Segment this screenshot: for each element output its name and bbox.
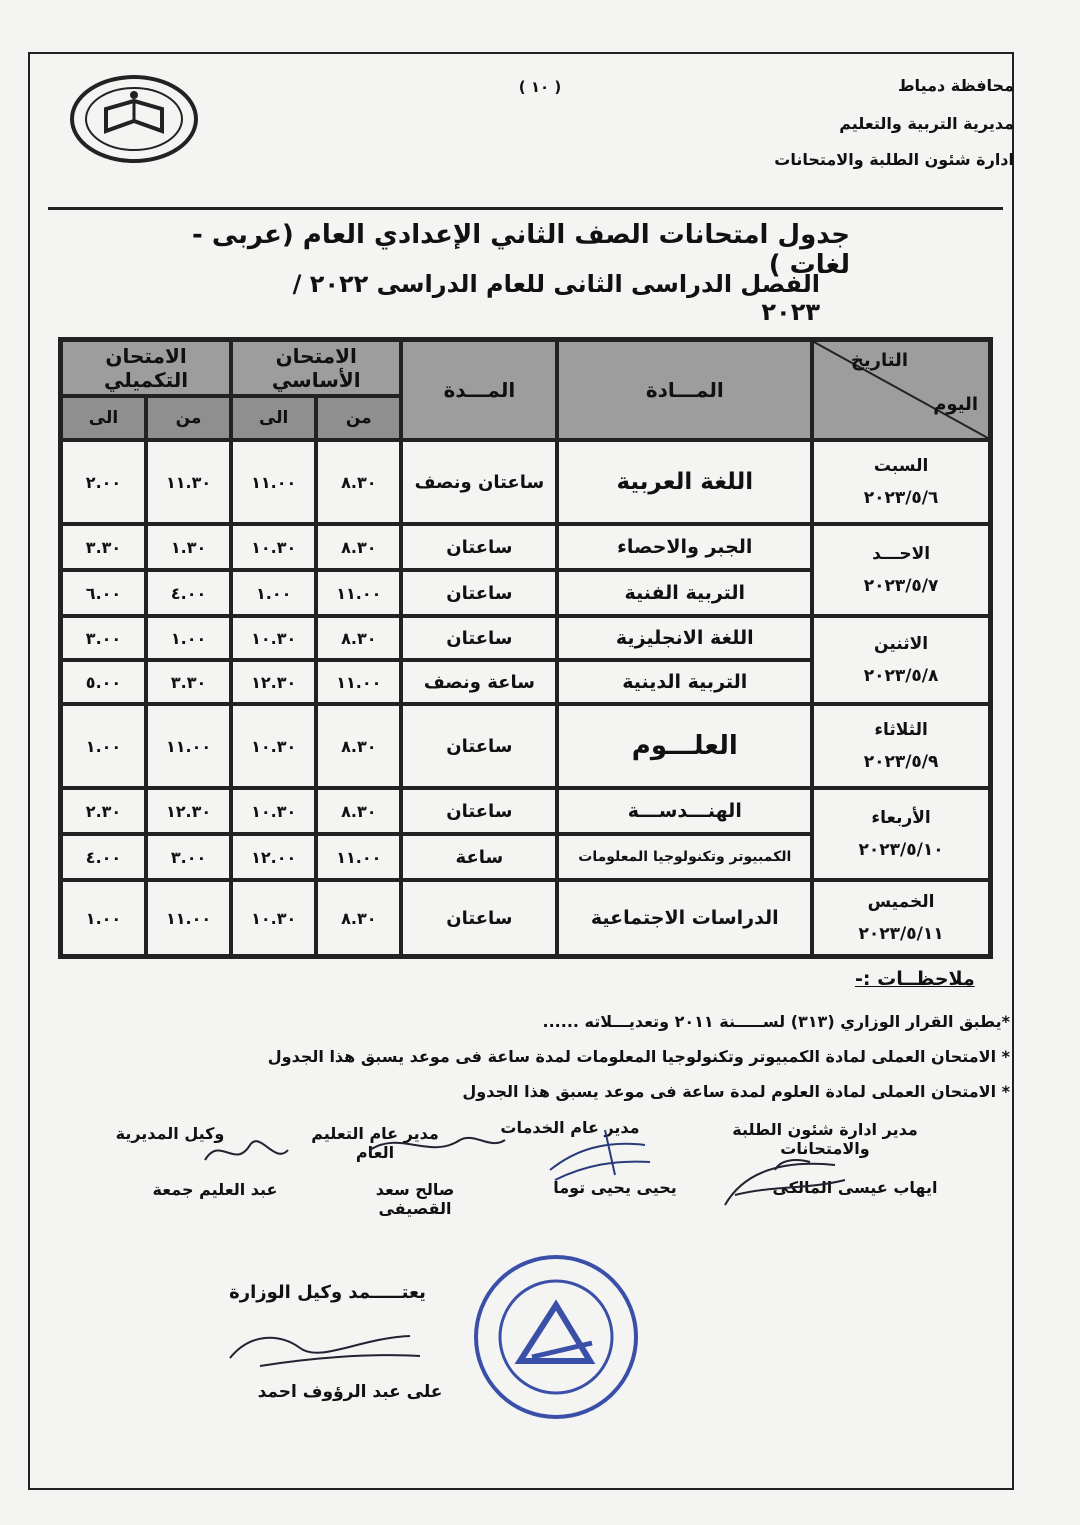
supp-from-cell: ٣.٠٠ (146, 834, 231, 880)
day-name: الثلاثاء (874, 720, 928, 740)
day-name: الاحـــد (872, 544, 931, 564)
header-divider (48, 207, 1003, 210)
day-date: ٢٠٢٣/٥/١٠ (858, 840, 944, 860)
supp-to-cell: ٣.٣٠ (61, 524, 146, 570)
basic-to-header: الى (231, 396, 316, 440)
supp-to-cell: ٥.٠٠ (61, 660, 146, 704)
basic-to-cell: ١.٠٠ (231, 570, 316, 616)
date-header-label: التاريخ (850, 350, 908, 371)
day-name: الخميس (867, 892, 935, 912)
table-row (61, 704, 990, 788)
date-day-header (812, 340, 990, 440)
signature-name-general-education: صالح سعد القصيفى (375, 1180, 455, 1218)
basic-from-cell: ٨.٣٠ (316, 704, 401, 788)
supp-from-header: من (146, 396, 231, 440)
supp-from-cell: ٣.٣٠ (146, 660, 231, 704)
subject-cell: الدراسات الاجتماعية (557, 880, 812, 956)
basic-to-cell: ١٢.٠٠ (231, 834, 316, 880)
subject-cell: العلـــوم (557, 704, 812, 788)
subject-cell: الهنـــدســـة (557, 788, 812, 834)
subject-cell: الكمبيوتر وتكنولوجيا المعلومات (557, 834, 812, 880)
signature-name-deputy: عبد العليم جمعة (152, 1180, 278, 1199)
basic-from-header: من (316, 396, 401, 440)
day-cell (812, 524, 990, 616)
day-date: ٢٠٢٣/٥/٧ (863, 576, 939, 596)
duration-cell: ساعتان (401, 524, 557, 570)
day-name: الأربعاء (871, 808, 931, 828)
duration-header: المـــدة (401, 340, 557, 440)
supp-to-cell: ٣.٠٠ (61, 616, 146, 660)
header-department: ادارة شئون الطلبة والامتحانات (774, 150, 1014, 169)
day-cell (812, 788, 990, 880)
header-governorate: محافظة دمياط (897, 76, 1014, 95)
subject-cell: اللغة العربية (557, 440, 812, 524)
day-date: ٢٠٢٣/٥/٦ (863, 488, 939, 508)
duration-cell: ساعتان ونصف (401, 440, 557, 524)
subject-cell: التربية الدينية (557, 660, 812, 704)
duration-cell: ساعتان (401, 788, 557, 834)
supplementary-exam-header: الامتحان التكميلي (61, 340, 231, 396)
signature-title-services: مدير عام الخدمات (500, 1118, 640, 1137)
basic-from-cell: ٨.٣٠ (316, 440, 401, 524)
basic-to-cell: ١٠.٣٠ (231, 704, 316, 788)
note-item: *يطبق القرار الوزاري (٣١٣) لســـــنة ٢٠١١ وتعديـــلاته ...... (542, 1012, 1010, 1031)
basic-to-cell: ١٠.٣٠ (231, 880, 316, 956)
duration-cell: ساعتان (401, 880, 557, 956)
duration-cell: ساعتان (401, 616, 557, 660)
schedule-title: جدول امتحانات الصف الثاني الإعدادي العام (عربى - لغات ) (192, 220, 850, 280)
supp-from-cell: ١١.٣٠ (146, 440, 231, 524)
day-header-label: اليوم (933, 394, 978, 415)
table-row (61, 788, 990, 834)
basic-to-cell: ١٠.٣٠ (231, 616, 316, 660)
note-item: * الامتحان العملى لمادة الكمبيوتر وتكنولوجيا المعلومات لمدة ساعة فى موعد يسبق هذا الجدول (267, 1047, 1010, 1066)
supp-to-cell: ٦.٠٠ (61, 570, 146, 616)
approval-title: يعتـــــمد وكيل الوزارة (229, 1282, 426, 1303)
table-row (61, 440, 990, 524)
directorate-logo-icon (70, 75, 198, 163)
basic-from-cell: ٨.٣٠ (316, 788, 401, 834)
day-cell (812, 616, 990, 704)
page-number: ( ١٠ ) (518, 78, 562, 96)
supp-from-cell: ١٢.٣٠ (146, 788, 231, 834)
supp-to-cell: ٢.٣٠ (61, 788, 146, 834)
duration-cell: ساعتان (401, 704, 557, 788)
supp-from-cell: ١.٣٠ (146, 524, 231, 570)
subject-header: المـــادة (557, 340, 812, 440)
supp-from-cell: ١١.٠٠ (146, 704, 231, 788)
approval-name: على عبد الرؤوف احمد (257, 1382, 443, 1402)
duration-cell: ساعتان (401, 570, 557, 616)
basic-to-cell: ١٠.٣٠ (231, 788, 316, 834)
supp-to-cell: ١.٠٠ (61, 704, 146, 788)
supp-from-cell: ٤.٠٠ (146, 570, 231, 616)
basic-from-cell: ١١.٠٠ (316, 570, 401, 616)
day-name: الاثنين (874, 634, 929, 654)
basic-from-cell: ١١.٠٠ (316, 660, 401, 704)
basic-from-cell: ٨.٣٠ (316, 616, 401, 660)
duration-cell: ساعة ونصف (401, 660, 557, 704)
day-date: ٢٠٢٣/٥/٨ (863, 666, 939, 686)
basic-to-cell: ١٠.٣٠ (231, 524, 316, 570)
supp-to-header: الى (61, 396, 146, 440)
day-cell (812, 440, 990, 524)
note-item: * الامتحان العملى لمادة العلوم لمدة ساعة فى موعد يسبق هذا الجدول (462, 1082, 1010, 1101)
table-row (61, 880, 990, 956)
handwritten-signature-icon (715, 1150, 855, 1220)
supp-to-cell: ٤.٠٠ (61, 834, 146, 880)
basic-from-cell: ٨.٣٠ (316, 524, 401, 570)
subject-cell: التربية الفنية (557, 570, 812, 616)
supp-from-cell: ١١.٠٠ (146, 880, 231, 956)
day-cell (812, 704, 990, 788)
signature-title-deputy: وكيل المديرية (115, 1124, 225, 1143)
official-seal-icon (472, 1253, 640, 1421)
notes-title: ملاحظــات :- (855, 968, 975, 990)
basic-from-cell: ١١.٠٠ (316, 834, 401, 880)
day-name: السبت (873, 456, 929, 476)
table-row (61, 616, 990, 660)
basic-from-cell: ٨.٣٠ (316, 880, 401, 956)
supp-to-cell: ٢.٠٠ (61, 440, 146, 524)
subject-cell: اللغة الانجليزية (557, 616, 812, 660)
table-row (61, 524, 990, 570)
duration-cell: ساعة (401, 834, 557, 880)
handwritten-signature-icon (220, 1318, 470, 1378)
day-cell (812, 880, 990, 956)
basic-to-cell: ١٢.٣٠ (231, 660, 316, 704)
supp-from-cell: ١.٠٠ (146, 616, 231, 660)
signature-title-student-affairs: مدير ادارة شئون الطلبة والامتحانات (732, 1120, 918, 1158)
day-date: ٢٠٢٣/٥/١١ (858, 924, 944, 944)
schedule-subtitle: الفصل الدراسى الثانى للعام الدراسى ٢٠٢٢ / ٢٠٢٣ (292, 270, 820, 326)
subject-cell: الجبر والاحصاء (557, 524, 812, 570)
handwritten-signature-icon (200, 1125, 290, 1180)
handwritten-signature-icon (360, 1120, 510, 1180)
basic-to-cell: ١١.٠٠ (231, 440, 316, 524)
handwritten-signature-icon (545, 1120, 655, 1190)
signature-name-student-affairs: ايهاب عيسى المالكى (772, 1178, 938, 1197)
supp-to-cell: ١.٠٠ (61, 880, 146, 956)
exam-schedule-table (58, 337, 993, 959)
basic-exam-header: الامتحان الأساسي (231, 340, 401, 396)
header-directorate: مديرية التربية والتعليم (839, 114, 1014, 133)
signature-title-general-education: مدير عام التعليم العام (311, 1124, 439, 1162)
day-date: ٢٠٢٣/٥/٩ (863, 752, 939, 772)
signature-name-services: يحيى يحيى توما (553, 1178, 677, 1197)
